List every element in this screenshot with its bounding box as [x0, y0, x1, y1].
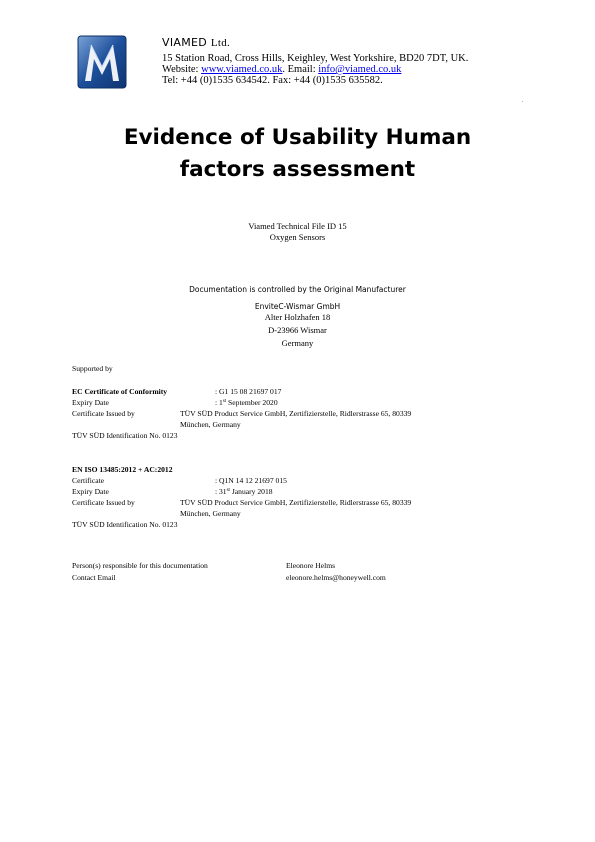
cert2-number: : Q1N 14 12 21697 015	[215, 476, 287, 485]
cert1-identification: TÜV SÜD Identification No. 0123	[72, 431, 178, 440]
manufacturer-statement: Documentation is controlled by the Original Manufacturer	[189, 285, 406, 294]
cert2-expiry-value: : 31st January 2018	[215, 487, 273, 496]
cert1-heading: EC Certificate of Conformity	[72, 387, 168, 396]
cert2-identification: TÜV SÜD Identification No. 0123	[72, 520, 178, 529]
cert2-expiry-label: Expiry Date	[72, 487, 109, 496]
contact-email-label: Contact Email	[72, 573, 116, 582]
product-name: Oxygen Sensors	[269, 232, 326, 242]
cert2-issuer-line2: München, Germany	[180, 509, 241, 518]
company-name: VIAMED Ltd.	[162, 36, 231, 49]
cert1-issuer-line1: TÜV SÜD Product Service GmbH, Zertifizierstelle, Ridlerstrasse 65, 80339	[180, 409, 412, 418]
company-contact-line: Website: www.viamed.co.uk. Email: info@viamed.co.uk	[162, 64, 402, 75]
manufacturer-country: Germany	[281, 338, 314, 348]
contact-email-value: eleonore.helms@honeywell.com	[286, 573, 386, 582]
email-label: Email:	[287, 64, 316, 75]
cert1-expiry-label: Expiry Date	[72, 398, 109, 407]
manufacturer-name: EnviteC-Wismar GmbH	[254, 302, 341, 311]
cert1-issued-label: Certificate Issued by	[72, 409, 135, 418]
supported-by-label: Supported by	[72, 364, 113, 373]
title-line-1: Evidence of Usability Human	[123, 125, 472, 150]
page-title	[0, 122, 595, 186]
cert2-cert-label: Certificate	[72, 476, 105, 485]
responsible-person-label: Person(s) responsible for this documentation	[72, 561, 208, 570]
cert2-issued-label: Certificate Issued by	[72, 498, 135, 507]
title-line-2: factors assessment	[179, 157, 416, 182]
email-link[interactable]: info@viamed.co.uk	[318, 64, 402, 75]
phone-fax: Tel: +44 (0)1535 634542. Fax: +44 (0)1535 635582.	[162, 75, 383, 86]
header-marker: .	[522, 98, 524, 104]
cert2-heading: EN ISO 13485:2012 + AC:2012	[72, 465, 173, 474]
website-label: Website:	[162, 64, 199, 75]
company-address: 15 Station Road, Cross Hills, Keighley, West Yorkshire, BD20 7DT, UK.	[162, 53, 469, 64]
technical-file-id: Viamed Technical File ID 15	[248, 221, 347, 231]
website-link[interactable]: www.viamed.co.uk	[201, 64, 283, 75]
viamed-logo	[77, 35, 127, 89]
manufacturer-street: Alter Holzhafen 18	[264, 312, 331, 322]
cert1-issuer-line2: München, Germany	[180, 420, 241, 429]
manufacturer-city: D-23966 Wismar	[268, 325, 327, 335]
cert2-issuer-line1: TÜV SÜD Product Service GmbH, Zertifizierstelle, Ridlerstrasse 65, 80339	[180, 498, 412, 507]
cert1-expiry-value: : 1st September 2020	[215, 398, 278, 407]
cert1-number: : G1 15 08 21697 017	[215, 387, 282, 396]
company-suffix: Ltd.	[210, 37, 231, 49]
responsible-person-value: Eleonore Helms	[286, 561, 336, 570]
